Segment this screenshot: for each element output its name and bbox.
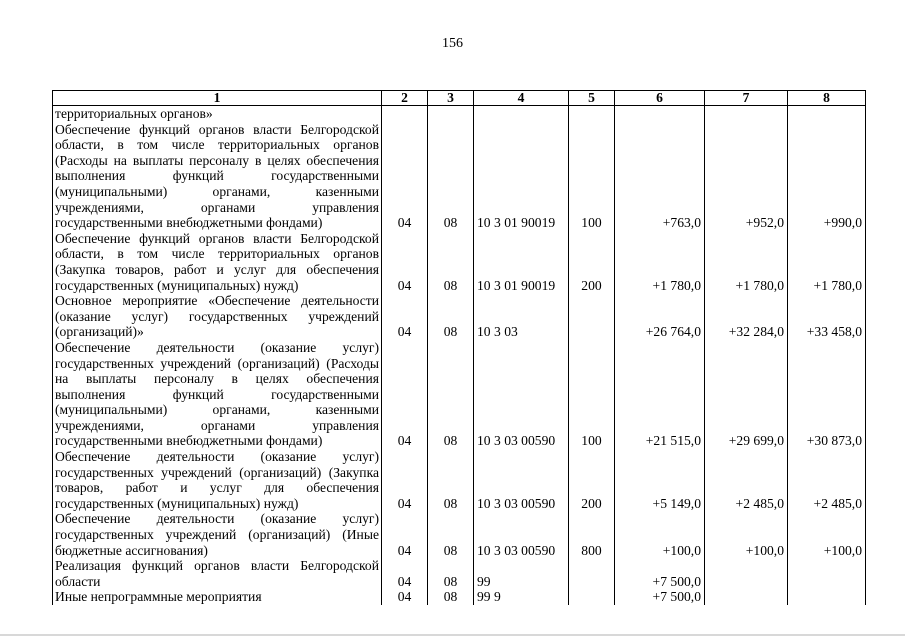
page-number: 156	[442, 36, 463, 51]
row-expense-type: 100	[569, 340, 615, 449]
row-amount-2: +32 284,0	[705, 293, 788, 340]
row-name: Иные непрограммные мероприятия	[53, 589, 382, 605]
row-section: 04	[382, 511, 428, 558]
row-target-article: 10 3 01 90019	[474, 231, 569, 293]
row-name: Обеспечение функций органов власти Белгородской области, в том числе территориальных органов (Закупка товаров, работ и услуг для обеспечения государственных (муниципальных) нужд)	[53, 231, 382, 293]
row-expense-type: 200	[569, 449, 615, 511]
table-row	[53, 558, 866, 589]
row-subsection: 08	[428, 589, 474, 605]
row-subsection: 08	[428, 558, 474, 589]
row-amount-2	[705, 589, 788, 605]
row-section: 04	[382, 231, 428, 293]
row-target-article: 10 3 03 00590	[474, 340, 569, 449]
row-amount-2: +1 780,0	[705, 231, 788, 293]
row-amount-1: +1 780,0	[615, 231, 705, 293]
header-col-6: 6	[615, 91, 705, 106]
table-row	[53, 293, 866, 340]
row-subsection: 08	[428, 340, 474, 449]
row-expense-type: 200	[569, 231, 615, 293]
row-amount-2: +2 485,0	[705, 449, 788, 511]
row-amount-3: +33 458,0	[788, 293, 866, 340]
row-section: 04	[382, 340, 428, 449]
row-subsection: 08	[428, 511, 474, 558]
table-row	[53, 106, 866, 231]
row-expense-type	[569, 558, 615, 589]
row-amount-3	[788, 589, 866, 605]
continuation-text: территориальных органов»	[55, 106, 213, 121]
row-expense-type: 800	[569, 511, 615, 558]
table-row	[53, 589, 866, 605]
row-target-article: 10 3 03 00590	[474, 449, 569, 511]
header-col-4: 4	[474, 91, 569, 106]
row-section: 04	[382, 106, 428, 231]
row-name: Обеспечение деятельности (оказание услуг) государственных учреждений (организаций) (Закупка товаров, работ и услуг для обеспечения государственных (муниципальных) нужд)	[53, 449, 382, 511]
row-amount-2: +100,0	[705, 511, 788, 558]
row-amount-1: +100,0	[615, 511, 705, 558]
header-col-2: 2	[382, 91, 428, 106]
row-section: 04	[382, 449, 428, 511]
row-section: 04	[382, 293, 428, 340]
header-col-1: 1	[53, 91, 382, 106]
row-target-article: 99 9	[474, 589, 569, 605]
row-amount-1: +7 500,0	[615, 558, 705, 589]
header-col-8: 8	[788, 91, 866, 106]
row-name: Основное мероприятие «Обеспечение деятельности (оказание услуг) государственных учреждений (организаций)»	[53, 293, 382, 340]
row-amount-3: +100,0	[788, 511, 866, 558]
row-section: 04	[382, 558, 428, 589]
row-expense-type: 100	[569, 106, 615, 231]
row-amount-1: +26 764,0	[615, 293, 705, 340]
row-amount-3: +1 780,0	[788, 231, 866, 293]
row-amount-1: +5 149,0	[615, 449, 705, 511]
row-amount-1: +763,0	[615, 106, 705, 231]
row-subsection: 08	[428, 449, 474, 511]
row-name	[53, 106, 382, 231]
table-row	[53, 340, 866, 449]
row-amount-2: +952,0	[705, 106, 788, 231]
row-amount-2	[705, 558, 788, 589]
table-row	[53, 449, 866, 511]
row-subsection: 08	[428, 106, 474, 231]
row-expense-type	[569, 589, 615, 605]
row-amount-3: +30 873,0	[788, 340, 866, 449]
row-amount-3: +990,0	[788, 106, 866, 231]
header-row	[53, 91, 866, 106]
budget-table	[52, 90, 865, 612]
row-target-article: 10 3 03 00590	[474, 511, 569, 558]
header-col-5: 5	[569, 91, 615, 106]
row-amount-3	[788, 558, 866, 589]
row-amount-1: +21 515,0	[615, 340, 705, 449]
row-expense-type	[569, 293, 615, 340]
row-amount-1: +7 500,0	[615, 589, 705, 605]
row-name: Обеспечение деятельности (оказание услуг) государственных учреждений (организаций) (Расходы на выплаты персоналу в целях обеспечения выполнения функций государственными (муниципальными) органами, казенными учреждениями, органами управления государственными внебюджетными фондами)	[53, 340, 382, 449]
header-col-3: 3	[428, 91, 474, 106]
table-row	[53, 231, 866, 293]
row-amount-2: +29 699,0	[705, 340, 788, 449]
row-target-article: 99	[474, 558, 569, 589]
row-subsection: 08	[428, 293, 474, 340]
table-row	[53, 511, 866, 558]
row-section: 04	[382, 589, 428, 605]
budget-table-grid	[52, 90, 866, 605]
row-name: Обеспечение деятельности (оказание услуг) государственных учреждений (организаций) (Иные бюджетные ассигнования)	[53, 511, 382, 558]
row-amount-3: +2 485,0	[788, 449, 866, 511]
row-name-text: Обеспечение функций органов власти Белгородской области, в том числе территориальных органов (Расходы на выплаты персоналу в целях обеспечения выполнения функций государственными (муниципальными) органами, казенными учреждениями, органами управления государственными внебюджетными фондами)	[55, 121, 379, 231]
page-bottom-edge	[0, 634, 905, 636]
row-subsection: 08	[428, 231, 474, 293]
row-target-article: 10 3 03	[474, 293, 569, 340]
row-name: Реализация функций органов власти Белгородской области	[53, 558, 382, 589]
header-col-7: 7	[705, 91, 788, 106]
row-target-article: 10 3 01 90019	[474, 106, 569, 231]
